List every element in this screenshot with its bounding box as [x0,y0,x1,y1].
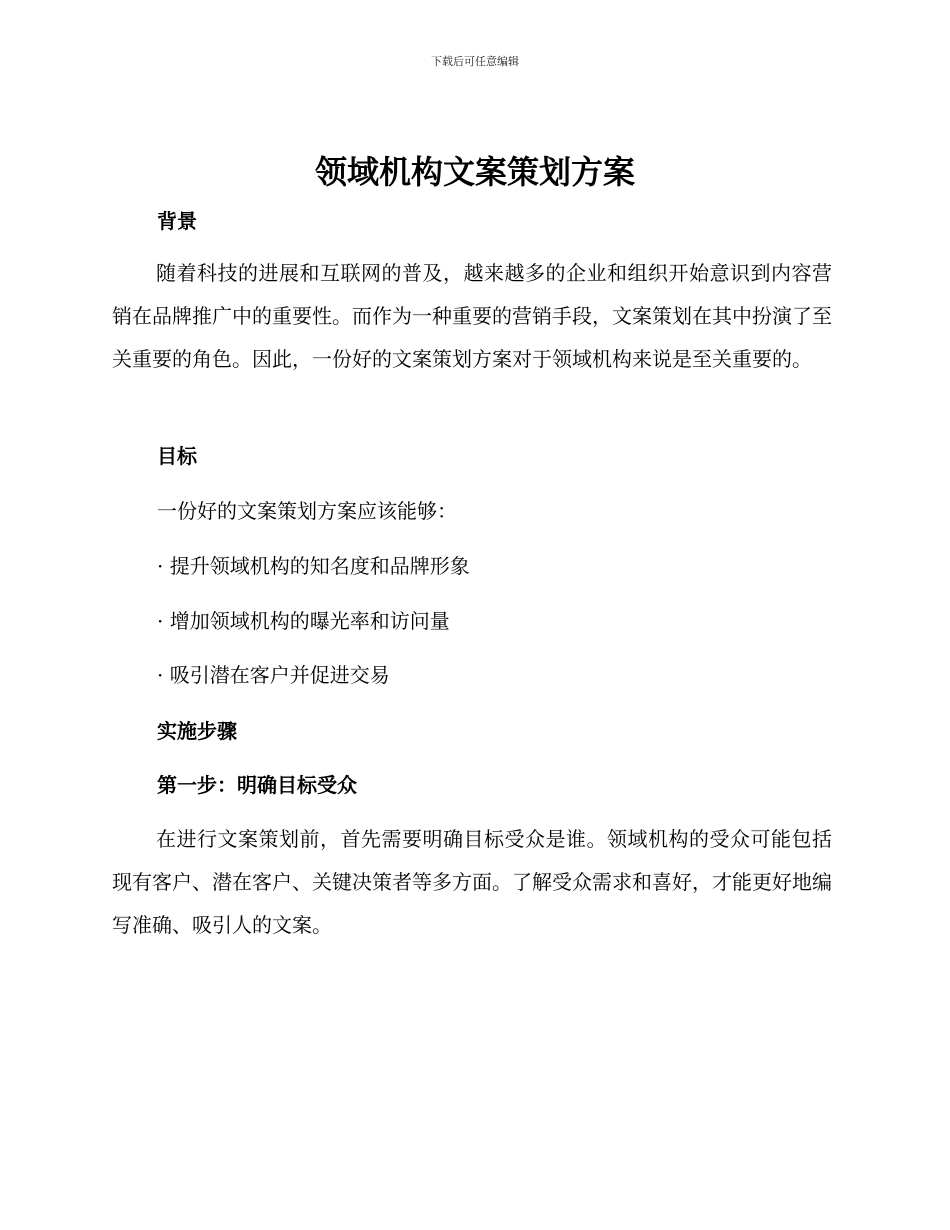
step1-heading: 第一步：明确目标受众 [157,773,357,797]
step1-paragraph: 在进行文案策划前，首先需要明确目标受众是谁。领域机构的受众可能包括现有客户、潜在客户、关键决策者等多方面。了解受众需求和喜好，才能更好地编写准确、吸引人的文案。 [112,827,832,937]
document-title: 领域机构文案策划方案 [314,153,635,191]
goal-item-3: · 吸引潜在客户并促进交易 [157,663,390,687]
goal-item-2: · 增加领域机构的曝光率和访问量 [157,609,450,633]
section-heading-steps: 实施步骤 [157,719,237,743]
header-note: 下载后可任意编辑 [431,55,519,68]
goal-item-1: · 提升领域机构的知名度和品牌形象 [157,554,470,578]
background-paragraph: 随着科技的进展和互联网的普及，越来越多的企业和组织开始意识到内容营销在品牌推广中的重要性。而作为一种重要的营销手段，文案策划在其中扮演了至关重要的角色。因此，一份好的文案策划方案对于领域机构来说是至关重要的。 [112,261,832,371]
section-heading-goals: 目标 [157,444,197,468]
section-heading-background: 背景 [157,209,197,233]
goals-intro: 一份好的文案策划方案应该能够： [157,499,457,523]
